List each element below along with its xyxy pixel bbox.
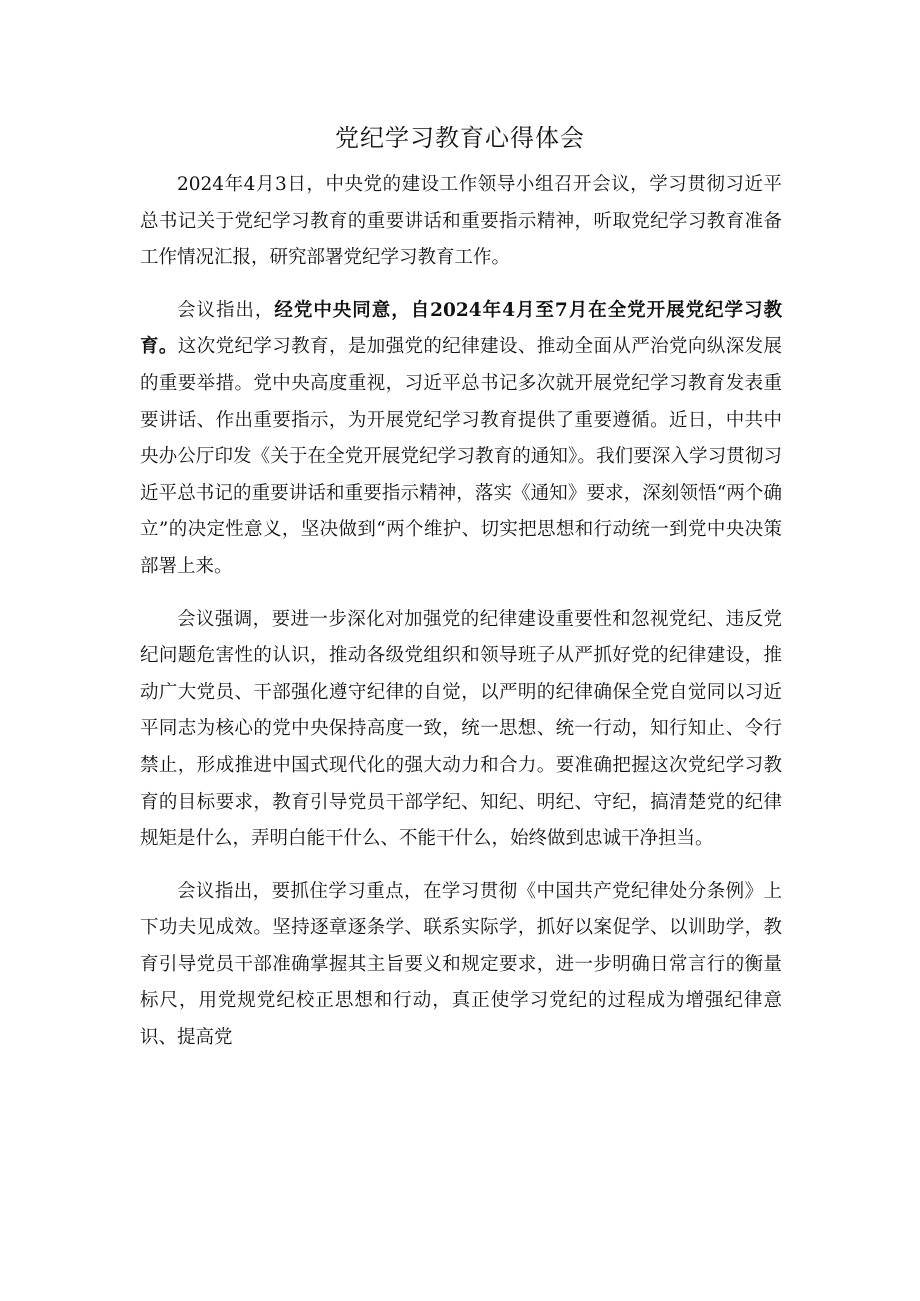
document-body <box>140 167 782 1057</box>
paragraph-2-rest: 这次党纪学习教育，是加强党的纪律建设、推动全面从严治党向纵深发展的重要举措。党中央高度重视，习近平总书记多次就开展党纪学习教育发表重要讲话、作出重要指示，为开展党纪学习教育提供了重要遵循。近日，中共中央办公厅印发《关于在全党开展党纪学习教育的通知》。我们要深入学习贯彻习近平总书记的重要讲话和重要指示精神，落实《通知》要求，深刻领悟“两个确立”的决定性意义，坚决做到“两个维护、切实把思想和行动统一到党中央决策部署上来。 <box>140 336 782 577</box>
paragraph-2 <box>140 293 782 586</box>
paragraph-2-lead: 会议指出， <box>177 299 275 321</box>
document-title: 党纪学习教育心得体会 <box>335 124 585 152</box>
paragraph-3: 会议强调，要进一步深化对加强党的纪律建设重要性和忽视党纪、违反党纪问题危害性的认识，推动各级党组织和领导班子从严抓好党的纪律建设，推动广大党员、干部强化遵守纪律的自觉，以严明的纪律确保全党自觉同以习近平同志为核心的党中央保持高度一致，统一思想、统一行动，知行知止、令行禁止，形成推进中国式现代化的强大动力和合力。要准确把握这次党纪学习教育的目标要求，教育引导党员干部学纪、知纪、明纪、守纪，搞清楚党的纪律规矩是什么，弄明白能干什么、不能干什么，始终做到忠诚干净担当。 <box>140 608 782 850</box>
paragraph-4: 会议指出，要抓住学习重点，在学习贯彻《中国共产党纪律处分条例》上下功夫见成效。坚持逐章逐条学、联系实际学，抓好以案促学、以训助学，教育引导党员干部准确掌握其主旨要义和规定要求，进一步明确日常言行的衡量标尺，用党规党纪校正思想和行动，真正使学习党纪的过程成为增强纪律意识、提高党 <box>140 880 782 1049</box>
paragraph-1: 2024年4月3日，中央党的建设工作领导小组召开会议，学习贯彻习近平总书记关于党纪学习教育的重要讲话和重要指示精神，听取党纪学习教育准备工作情况汇报，研究部署党纪学习教育工作。 <box>140 174 782 269</box>
paragraph-2-emphasis: 经党中央同意，自2024年4月至7月在全党开展党纪学习教育。 <box>140 299 782 358</box>
